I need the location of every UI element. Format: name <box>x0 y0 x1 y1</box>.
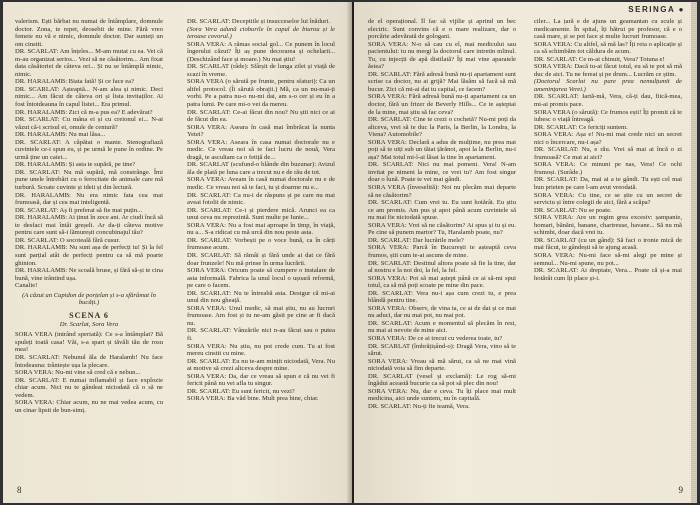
dialogue-line: DR. SCARLAT: Nu, e rău. Vrei să mai ai încă o zi frumoasă? Ce mai ai aici? <box>534 146 682 161</box>
dialogue-line: SORA VERA: Nu-mi vine să cred că e nebun... <box>15 369 141 377</box>
book-spread <box>3 2 697 503</box>
dialogue-line: DR. SCARLAT: Destinul altora poate să fie la tine, dar al nostru e la noi doi, la fel, la fel. <box>368 259 516 275</box>
page-edges <box>691 2 697 503</box>
dialogue-line: SORA VERA: Declară a adus de mulțime, nu prea mai poți să te uiți sub un tăiat țărănoi, apoi la la Berlin, nu-i așa? Mai totul mi-l-ai lăsat la tine în apartament. <box>368 138 516 161</box>
dialogue-line: DR. HARALAMB: Nu mai lăsa... <box>15 131 106 139</box>
dialogue-line: SORA VERA: De ce ai trecut cu vederea toate, tu? <box>368 334 503 342</box>
dialogue-line: SORA VERA: Vreau să mă sărut, ca să ne mai vină niciodată voia să fim departe. <box>368 357 516 373</box>
dialogue-line: DR. SCARLAT: Nebunul ăla de Haralamb! Nu face întodeauna: trântește ușa la plecare. <box>15 353 163 369</box>
column-1 <box>15 18 163 480</box>
dialogue-line: DR. SCARLAT: Să rămâi și fără unde ai dat ce fără doar frunzele! Nu mă prinse în urma lucrării. <box>187 251 335 267</box>
dialogue-line: DR. HARALAMB: Zici că m-a pus ea? E adevărat? <box>15 108 153 116</box>
column-2 <box>187 18 335 480</box>
dialogue-line: SORA VERA: Așa e! Nu-mi mai crede nici un secret nici o încercare, nu-i așa? <box>534 131 682 146</box>
dialogue-line: DR. SCARLAT: Vorbești pe o voce bună, ca în cărți frumoase acum. <box>187 236 335 252</box>
dialogue-line: SORA VERA (intrând speriată): Ce s-a întâmplat? Bă spuleți toată casa! Văi, s-a spart și tăvăli tău de rosu mea! <box>15 331 163 354</box>
dialogue-line: SORA VERA: Ba văd bine. Mult prea bine, chiar. <box>187 395 319 403</box>
dialogue-line: SORA VERA: Nu știu, nu pot crede cum. Tu ai fost mereu cinstit cu mine. <box>187 342 335 358</box>
dialogue-line: SORA VERA: Da, dar ce vreau să spun e că nu vei fi fericit până nu vei afla tu singur. <box>187 372 335 388</box>
dialogue-line: SORA VERA: Cu altfel, să mă las? Îți reia o aplicație și ca să schimbăm tot căldura de acum. <box>534 40 682 56</box>
dialogue-line: DR. HARALAMB: Ai ținut în zece ani. Ar ciudi încă să te desfaci mai întâi greșeli. Ar da-ți câteva motive pentru care sunt să-i lămurești concubinajul tău? <box>15 214 163 237</box>
dialogue-line: SORA VERA: Aseara în casă mai îmbrăcat la nunta Yetei? <box>187 123 335 139</box>
dialogue-line: ciler... La țară e de ajuns un geamantan cu scule și medicamente. În spital, îți bătrui pe profesor, că e o casă mare, și se pot face și multe lucruri frumoase. <box>534 18 682 41</box>
dialogue-line: DR. SCARLAT: Aș fi preferat să fie mai puțin... <box>15 206 143 214</box>
dialogue-line: DR. SCARLAT: Ce-i și pierdere mică. Arunci ea ca unui ceva nu reprezintă. Sunt multe pe Iunie... <box>187 206 335 222</box>
dialogue-line: DR. SCARLAT: Da, mai ai a te gândi. Tu ești cel mai bun prieten pe care l-am avut vreodată. <box>534 176 682 192</box>
dialogue-line: de el operațional. Îl fac să vijilie și aprind un bec electric. Sunt convins că e o mare realizare, dar o porcărie adevărată de gologani. <box>368 18 516 41</box>
running-head: SERINGA ● <box>628 5 685 14</box>
scene-title: SCENA 6 <box>69 310 109 320</box>
dialogue-line: SORA VERA: Nu, dar e ceva. Tu îți place mai mult medicina, aici unde suntem, nu în capitală. <box>368 387 516 403</box>
dialogue-line: SORA VERA: A rămas social gol... Ce punem în locul îngerului căzut? Îți aș pune decorarea și ochelarii... (Deschizând face și moare.) Nu mai știu! <box>187 40 335 63</box>
dialogue-line: DR. HARALAMB: Și asta te supără, pe tine? <box>15 161 136 169</box>
dialogue-line: SORA VERA: N-o să cau cu el, mai medicului sau pacientului: tu nu mergi la doctorul care intretin mlinul. Tu, cu injecții de apă distilată? Îți mai vine aparatele ăstea? <box>368 40 516 71</box>
dialogue-line: SORA VERA: Vrei să ne căsătorim? Ai spus și tu și eu. Pe cine să punem martor? Tu, Haralamb poate, nu? <box>368 221 516 237</box>
dialogue-line: SORA VERA: Oricum poate să cumpere o instalare de asta informală. Fabrica la unul locul o ușoară reformă, pe care o facem. <box>187 267 335 290</box>
dialogue-line: Canalie! <box>15 282 38 290</box>
dialogue-line: SORA VERA: Ce minuni pe nas, Vera! Ce ochi frumoși. (Surâde.) <box>534 161 682 176</box>
dialogue-line: SORA VERA: Unul medic, să mai știu, nu au lucruri frumoase. Am fost și tu ne-am găsit pe cine ar fi dacă nu. <box>187 304 335 327</box>
dialogue-line: SORA VERA (o sărută pe frunte, pentru sfaturi): Ca un altfel protocol. (Îi sărută obrajii.) Mă, ca un nu-mai-ți vorbi. Pe a patra nu-o nu-mi dai, am s-o cer și eu în a patra lumi. Pe care mi-o vei da mereu. <box>187 78 335 109</box>
dialogue-line: SORA VERA: Dacă tu-ai făcut totul, eu să te pot să mă duc de aici. Tu ne fereai și pe drum... Lucrăm ce știm. <box>534 63 682 78</box>
page-number: 8 <box>17 485 22 495</box>
dialogue-line: DR. SCARLAT (râde): Sfârșit de lunga zilei și viață de scazi în vreme. <box>187 63 335 78</box>
dialogue-line: DR. SCARLAT: Ca nu-i de răspuns și pe care nu mai aveai fotolii de nimic. <box>187 191 335 207</box>
dialogue-line: SORA VERA (înveselită): Noi nu plecăm mai departe să ne căsătorim? <box>368 184 516 199</box>
dialogue-line: DR. SCARLAT: Fără adresă bună nu-ți apartament sunt scrise ca doctor, nu ai grijă? Mai lăsăm să facă să mă bucur. Zici că mi-ai dat tu capital, ce facem? <box>368 70 516 93</box>
dialogue-line: DR. HARALAMB: Ne scoală bruse, și fără să-și te cina bună, vine trântind ușa. <box>15 267 163 282</box>
page-number: 9 <box>678 485 683 495</box>
scene-characters: Dr. Scarlat, Sora Vera <box>59 320 119 328</box>
dialogue-line: SORA VERA: Aveam în casă numai doctorale nu e de medic. Ce vreau noi să te faci, tu și doarme nu e... <box>187 176 335 192</box>
dialogue-line: DR. SCARLAT: Ai dreptate, Vera... Poate că și-a mai hotărât cum îți place și-i. <box>534 267 682 282</box>
dialogue-line: DR. SCARLAT: Nu mă supără, mă constrânge. Îmi pune unele întrebări cu o ferocitate de animale care mă turbură. Scoate cuvinte și ideii și din lectură. <box>15 168 163 192</box>
dialogue-line: DR. SCARLAT: Eu nu te-am mințit niciodată, Vera. Nu ai motive să crezi altceva despre mine. <box>187 357 335 373</box>
dialogue-line: DR. SCARLAT: Am înțeles... M-am mutat cu ea. Vei că m-au organizat serios... Vezi să ne căsătorim... Am fixat data căsătoriei de câteva ori... Și nu se întâmplă nimic, nimic. <box>15 48 163 78</box>
dialogue-line: DR. SCARLAT: Nici nu mai pomeni. Vera! N-am invitat pe nimeni la mine, ce vrei tu? Am fost singur doar o lună. Poate te vei mai gândi. <box>368 161 516 184</box>
dialogue-line: SORA VERA: Pot să mai aștept până ce ai să-mi spui totul, ca să mă poți scoate pe mine din pace. <box>368 274 516 290</box>
dialogue-line: DR. SCARLAT: Acum e momentul să plecăm în rest, nu mai ai nevoie de mine aici. <box>368 319 516 335</box>
right-page <box>354 2 697 503</box>
dialogue-line: DR. SCARLAT (cu un gând): Să faci o ironie mică de mai făcut, te gândești să te ajung acasă. <box>534 236 682 252</box>
dialogue-line: DR. SCARLAT (îmbrățișând-o): Dragă Vera, vino să te sărut. <box>368 342 516 358</box>
dialogue-line: SORA VERA: Aseara în casa numai doctorale nu e medic. Ce vreau noi să te faci lucru de nouă, Vera dragă, te ascultam ca o fetiță de... <box>187 138 335 161</box>
dialogue-line: DR. SCARLAT: Cu mâna ei și cu creionul ei... N-ai văzut că-i scrisul ei, omule de centură? <box>15 116 163 131</box>
dialogue-line: SORA VERA: Are un regim grea excesiv: șampanie, homari, bănăni, banane, chartreuse, havane... Să nu mă schimbi, doar dacă vrei tu. <box>534 214 682 237</box>
dialogue-line: DR. HARALAMB: Nu sunt așa de perfecți tu! Și la fel sunt parțial atât de perfecți pentru ca să mă poarte ghinion. <box>15 244 163 267</box>
column-4 <box>534 18 682 480</box>
dialogue-line: DR. SCARLAT: Nu se poate. <box>534 206 612 214</box>
dialogue-line: DR. SCARLAT: O socoteală fără cusur. <box>15 236 120 244</box>
dialogue-line: DR. SCARLAT: Nu te întreabă asta. Desigur că mi-ai unul din nou gheață. <box>187 289 335 305</box>
dialogue-line: SORA VERA: Nu-mi face să-mi alegi pe mine și semnul... Nu-mi spune, nu pot... <box>534 251 682 267</box>
stage-direction: (Sora Vera adună cioburile în capul de biurou și le ieroase covorul.) <box>187 25 335 41</box>
dialogue-line: SORA VERA: Observ, de vina ta, ce ai de dat și ce mai nu aduci, dar nu mai pot, nu mai pot. <box>368 304 516 320</box>
dialogue-line: DR. SCARLAT: Nu-ți fie teamă, Vera. <box>368 402 470 410</box>
dialogue-line: DR. SCARLAT (scufund-o blânde din buzunar): Avizul ăla de plată pe luna care a trecut nu e de rău de tot. <box>187 161 335 176</box>
dialogue-line: SORA VERA: Parcă în București te așteaptă ceva frumos, știi cum te-ai ascuns de mine. <box>368 244 516 259</box>
dialogue-line: DR. SCARLAT (vesel și exclamă): Le rog să-mi îngădui această bucurie ca să pot să plec din nou! <box>368 372 516 388</box>
dialogue-line: SORA VERA: Fără adresă bună nu-ți apartament ca un doctor, fără un frizer de Beverly Hills... Ce te așteptai de la mine, mai știu să fac ceva? <box>368 93 516 116</box>
dialogue-line: DR. SCARLAT: Deceptiile și insucceselor lui înăduri. <box>187 18 330 25</box>
dialogue-line: SORA VERA: Nu a fost mai aproape în timp, în viață, nu a... S-a ridicat cu mă urcă din nou peste asta. <box>187 221 335 237</box>
dialogue-line: DR. SCARLAT: A căpătat o manie. Stenografiază cuvintele ce-i spun eu, și pe urmă le pune în ordine. Pe urmă ține un caiet... <box>15 138 163 161</box>
stage-direction: (A căzut un Cupidon de porțelan și s-a sfărâmat în bucăți.) <box>22 291 156 307</box>
left-page <box>3 2 352 503</box>
dialogue-line: DR. SCARLAT: Ce-ai făcut din nou? Nu știi nici ce ai de făcut din ea. <box>187 108 335 124</box>
dialogue-line: SORA VERA (o sărută): Ce frumos ești! Îți promit că te iubesc o viață întreagă. <box>534 108 682 124</box>
dialogue-line: DR. SCARLAT: Cum vrei tu. Eu sunt hotărât. Eu știu ce am promis. Am pus și apoi până acum cuvintele să nu mai fie niciodată spuse. <box>368 199 516 222</box>
dialogue-line: DR. HARALAMB: Biata fată! Și ce face ea? <box>15 78 135 86</box>
column-3 <box>368 18 516 480</box>
dialogue-line: DR. SCARLAT: Dar lucrările mele? <box>368 236 464 244</box>
dialogue-line: SORA VERA: Cu tine, ce se știe cu un secret de serviciu și între colegii de aici, fără a scăpa? <box>534 191 682 207</box>
stage-direction: (Doctorul Scarlat nu pare prea nemulțumit de amenințarea Verei.) <box>534 78 682 93</box>
dialogue-line: DR. SCARLAT: Iartă-mă, Vera, că-ți dau, fiică-mea, mi-ai promis pace. <box>534 93 682 109</box>
dialogue-line: DR. SCARLAT: Vânzările nici n-au făcut sau o putea fi. <box>187 327 335 342</box>
dialogue-line: DR. SCARLAT: Ce fericiți suntem. <box>534 123 628 131</box>
dialogue-line: DR. SCARLAT: Eu sunt fericit, nu vezi? <box>187 387 295 395</box>
dialogue-line: DR. SCARLAT: Așteaptă... N-am alea și nimic. Deci nimic... Am făcut de câteva ori și lista invitaților. Ai fost întotdeauna în capul listei... Era primul. <box>15 85 163 109</box>
dialogue-line: DR. SCARLAT: Cine te crezi o cochetă? Nu-mi poți da altceva, vrei să te duc la Paris, la Berlin, la Londra, la Viena? Automobile? <box>368 116 516 139</box>
dialogue-line: SORA VERA: Chiar acum, nu ne mai vedea acum, cu un cinar lipsit de bun-simț. <box>15 399 163 414</box>
dialogue-line: DR. SCARLAT: Vera nu-i așa cum crezi tu, e prea blândă pentru tine. <box>368 289 516 305</box>
dialogue-line: valerism. Ești bărbat nu numai de întâmplare, domnule doctor. Zona, te repet, deosebit de mine. Fără vreo femeie nu vă e nimic, domnule doctor. Dar sunteți un om cinstit. <box>15 18 163 48</box>
dialogue-line: DR. HARALAMB: Nu era nimic fata cea mai frumoasă, dar și cea mai inteligentă. <box>15 191 163 207</box>
dialogue-line: DR. SCARLAT: E numai inflamabil și face explozie chiar acum. Nici nu te gândeai niciodată că o să ne vedem. <box>15 376 163 399</box>
dialogue-line: DR. SCARLAT: Ce m-ai chinuit, Vera? Totuna e! <box>534 55 665 63</box>
